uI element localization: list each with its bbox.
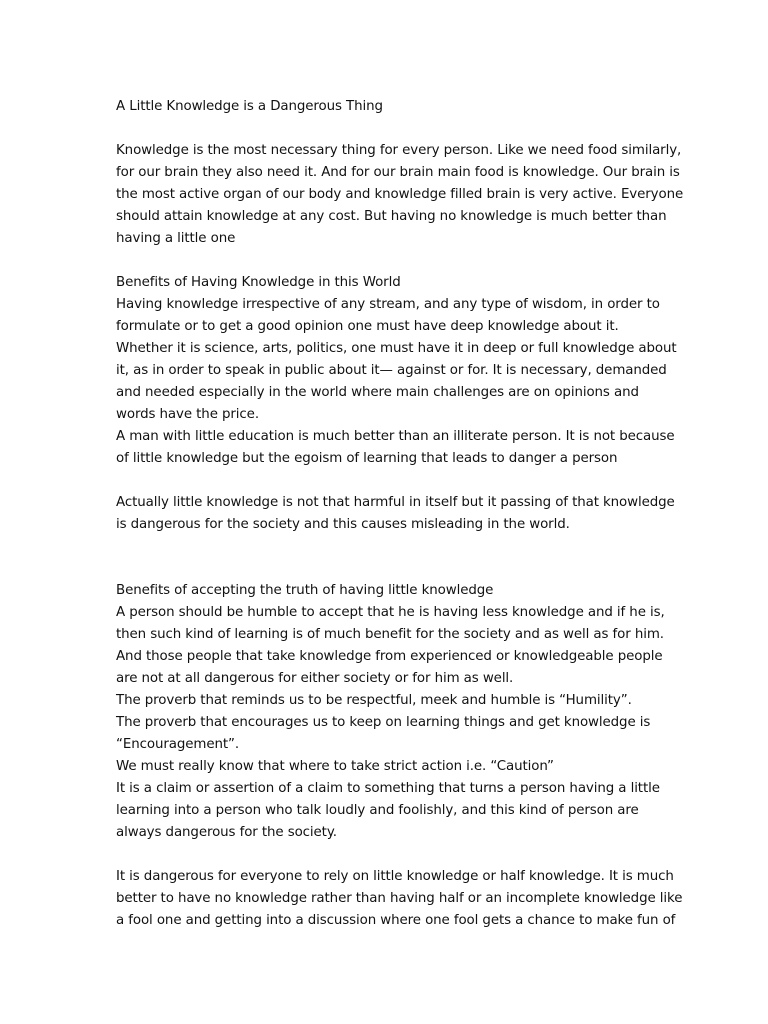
text-line: then such kind of learning is of much benefit for the society and as well as for him.: [116, 627, 664, 642]
text-line: Whether it is science, arts, politics, one must have it in deep or full knowledge about: [116, 341, 677, 356]
text-line: is dangerous for the society and this causes misleading in the world.: [116, 517, 570, 532]
harm-paragraph: [116, 492, 675, 536]
text-line: formulate or to get a good opinion one must have deep knowledge about it.: [116, 319, 619, 334]
text-line: for our brain they also need it. And for our brain main food is knowledge. Our brain is: [116, 165, 680, 180]
section-heading: Benefits of accepting the truth of having little knowledge: [116, 583, 494, 598]
paragraph-spacer: [116, 118, 661, 140]
text-line: it, as in order to speak in public about it— against or for. It is necessary, demanded: [116, 363, 667, 378]
text-line: And those people that take knowledge from experienced or knowledgeable people: [116, 649, 663, 664]
paragraph-spacer: [116, 536, 661, 558]
intro-paragraph: [116, 140, 684, 250]
text-line: Actually little knowledge is not that harmful in itself but it passing of that knowledge: [116, 495, 675, 510]
text-line: better to have no knowledge rather than having half or an incomplete knowledge like: [116, 891, 683, 906]
text-line: The proverb that reminds us to be respectful, meek and humble is “Humility”.: [116, 693, 632, 708]
text-line: the most active organ of our body and knowledge filled brain is very active. Everyone: [116, 187, 684, 202]
closing-paragraph: [116, 866, 683, 932]
paragraph-spacer: [116, 250, 661, 272]
text-line: A man with little education is much better than an illiterate person. It is not because: [116, 429, 675, 444]
section-heading: Benefits of Having Knowledge in this World: [116, 275, 401, 290]
paragraph-spacer: [116, 844, 661, 866]
text-line: of little knowledge but the egoism of learning that leads to danger a person: [116, 451, 618, 466]
section-accepting-truth: [116, 580, 665, 844]
text-line: Having knowledge irrespective of any stream, and any type of wisdom, in order to: [116, 297, 660, 312]
text-line: having a little one: [116, 231, 236, 246]
text-line: The proverb that encourages us to keep on learning things and get knowledge is: [116, 715, 651, 730]
text-line: a fool one and getting into a discussion where one fool gets a chance to make fun of: [116, 913, 676, 928]
paragraph-spacer: [116, 558, 661, 580]
paragraph-spacer: [116, 470, 661, 492]
section-benefits-of-knowledge: [116, 272, 677, 470]
text-line: A person should be humble to accept that he is having less knowledge and if he is,: [116, 605, 665, 620]
text-line: It is a claim or assertion of a claim to something that turns a person having a little: [116, 781, 660, 796]
text-line: and needed especially in the world where main challenges are on opinions and: [116, 385, 639, 400]
text-line: are not at all dangerous for either society or for him as well.: [116, 671, 514, 686]
text-line: learning into a person who talk loudly and foolishly, and this kind of person are: [116, 803, 639, 818]
text-line: “Encouragement”.: [116, 737, 239, 752]
document-page: [116, 96, 684, 932]
text-line: Knowledge is the most necessary thing for every person. Like we need food similarly,: [116, 143, 682, 158]
text-line: always dangerous for the society.: [116, 825, 337, 840]
text-line: should attain knowledge at any cost. But having no knowledge is much better than: [116, 209, 667, 224]
document-title: A Little Knowledge is a Dangerous Thing: [116, 99, 383, 114]
text-line: words have the price.: [116, 407, 259, 422]
text-line: We must really know that where to take strict action i.e. “Caution”: [116, 759, 554, 774]
text-line: It is dangerous for everyone to rely on little knowledge or half knowledge. It is much: [116, 869, 674, 884]
